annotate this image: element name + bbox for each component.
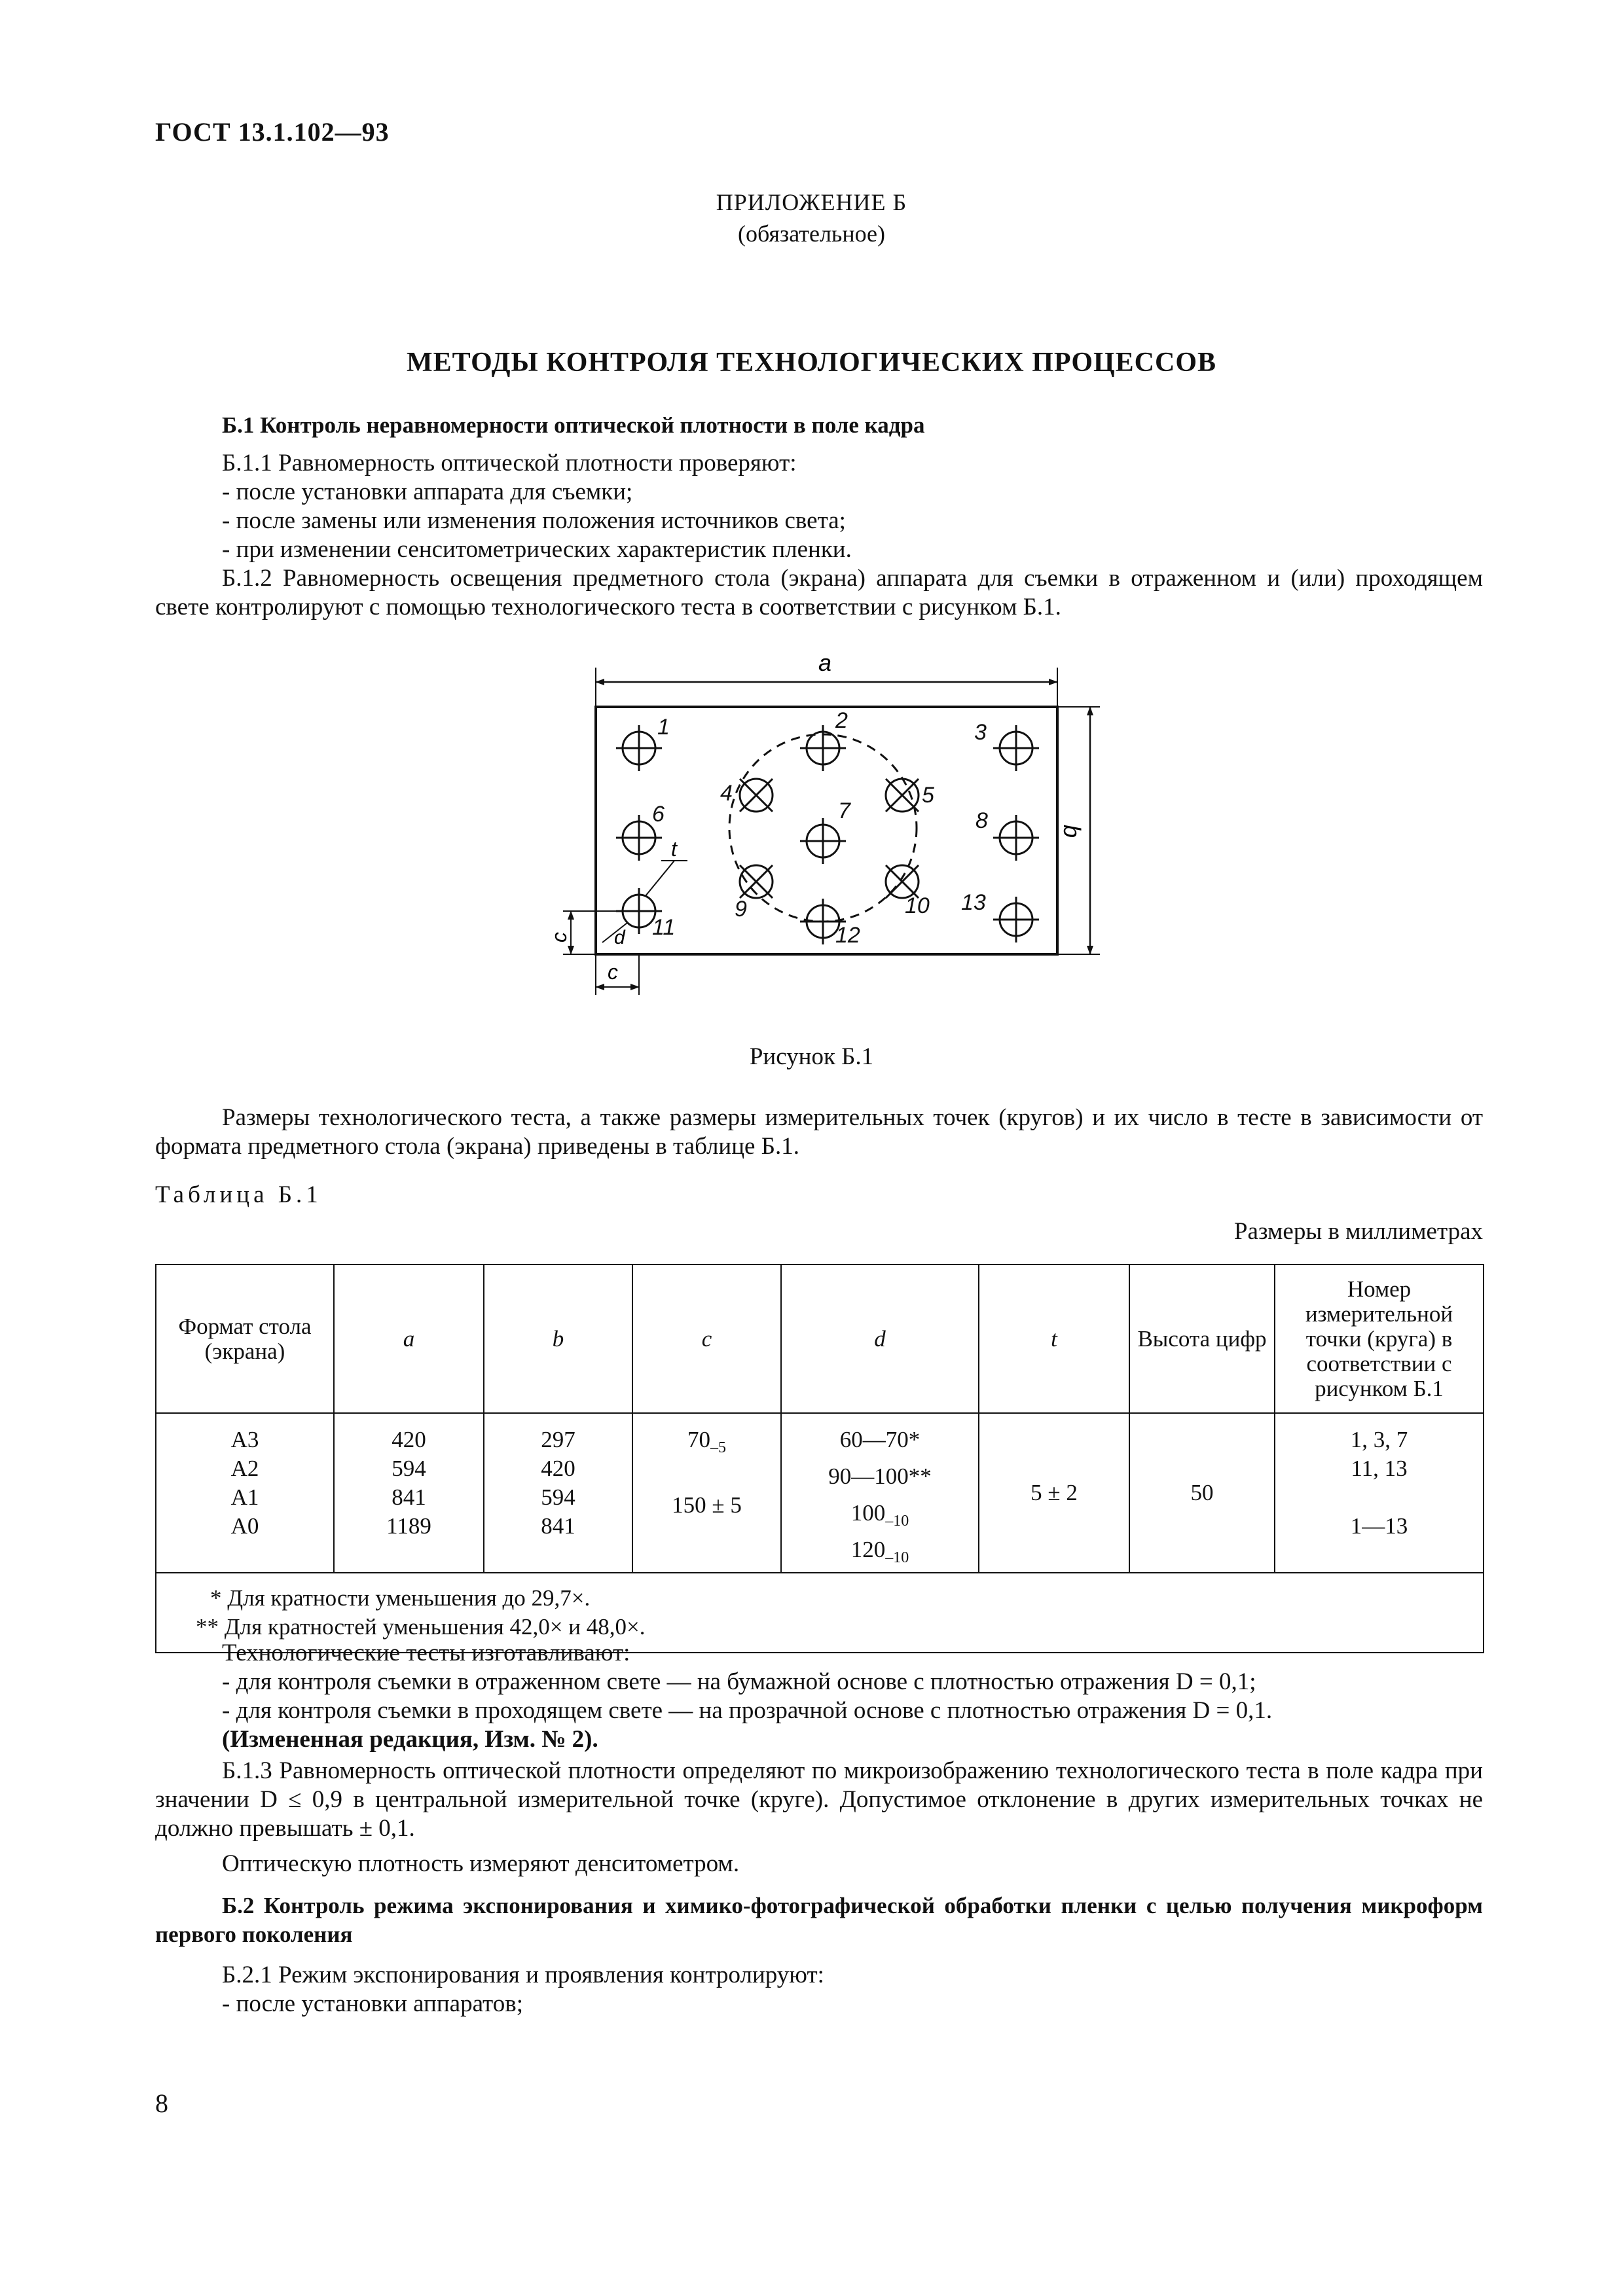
d-value: 120 (850, 1537, 886, 1562)
section-b2-title: Б.2 Контроль режима экспонирования и химико-фотографической обработки пленки с целью получения микроформ первого поколения (155, 1893, 1483, 1947)
paragraph-table-intro: Размеры технологического теста, а также размеры измерительных точек (кругов) и их число в тесте в зависимости от формата предметного стола (экрана) приведены в таблице Б.1. (155, 1104, 1483, 1160)
point-label-7: 7 (838, 798, 850, 823)
table-cell: 594 (541, 1484, 575, 1510)
dimension-a-label: a (818, 649, 832, 676)
dimension-b-label: b (1059, 825, 1085, 838)
table-cell-point-numbers (1275, 1413, 1484, 1573)
table-cell (637, 1520, 776, 1549)
table-cell: 420 (541, 1456, 575, 1481)
table-label: Таблица Б.1 (155, 1181, 322, 1208)
table-cell: А2 (230, 1456, 259, 1481)
d-value: 90—100** (828, 1463, 932, 1489)
table-cell: А1 (230, 1484, 259, 1510)
list-item: - при изменении сенситометрических характеристик пленки. (222, 536, 852, 563)
point-label-2: 2 (835, 708, 848, 733)
paragraph-densitometer: Оптическую плотность измеряют денситометром. (222, 1850, 740, 1877)
d-value: 60—70* (839, 1427, 921, 1452)
paragraph-b1-2: Б.1.2 Равномерность освещения предметного стола (экрана) аппарата для съемки в отраженном и (или) проходящем свете контролируют с помощью технологического теста в соответствии с рисунком Б.1. (155, 565, 1483, 620)
d-value: 100 (850, 1500, 886, 1526)
point-label-10: 10 (905, 893, 930, 918)
paragraph-b1-1: Б.1.1 Равномерность оптической плотности проверяют: (222, 450, 797, 476)
point-label-9: 9 (735, 897, 747, 922)
appendix-title: ПРИЛОЖЕНИЕ Б (716, 189, 907, 215)
table-header-b: b (484, 1265, 632, 1413)
point-label-1: 1 (657, 715, 670, 740)
dimension-c-label-vertical: c (547, 932, 571, 942)
paragraph-b1-3: Б.1.3 Равномерность оптической плотности определяют по микроизображению технологического теста в поле кадра при значении D ≤ 0,9 в центральной измерительной точке (круге). Допустимое отклонение в других измерительных точках не должно превышать ± 0,1. (155, 1757, 1483, 1842)
point-label-8: 8 (976, 808, 988, 833)
table-note: * Для кратности уменьшения до 29,7×. (210, 1585, 591, 1611)
point-label-3: 3 (974, 720, 987, 745)
point-label-4: 4 (720, 781, 733, 806)
table-header-digit-height: Высота цифр (1129, 1265, 1275, 1413)
point-label-11: 11 (652, 915, 676, 940)
list-item: - после установки аппаратов; (222, 1990, 523, 2017)
table-cell-d (781, 1413, 979, 1573)
table-cell-formats (156, 1413, 334, 1573)
table-cell: 150 ± 5 (672, 1492, 742, 1518)
dimension-d-label: d (614, 927, 625, 948)
tests-intro: Технологические тесты изготавливают: (222, 1640, 630, 1666)
table-row (156, 1413, 1484, 1573)
table-cell: 11, 13 (1351, 1456, 1408, 1481)
figure-caption: Рисунок Б.1 (749, 1043, 874, 1070)
table-cell-b (484, 1413, 632, 1573)
table-header-point-number: Номер измерительной точки (круга) в соответствии с рисунком Б.1 (1275, 1265, 1484, 1413)
point-label-5: 5 (922, 783, 934, 808)
table-cell-c (632, 1413, 781, 1573)
c-value-1-tolerance: –5 (710, 1439, 726, 1456)
c-value-1: 70 (687, 1427, 710, 1452)
table-cell: 1, 3, 7 (1350, 1427, 1408, 1452)
table-cell-digit-height: 50 (1129, 1413, 1275, 1573)
table-cell: 841 (392, 1484, 426, 1510)
document-header: ГОСТ 13.1.102—93 (155, 117, 390, 147)
page-number: 8 (155, 2089, 168, 2118)
table-cell (786, 1462, 974, 1499)
table-header-a: a (334, 1265, 484, 1413)
list-item: - для контроля съемки в проходящем свете — на прозрачной основе с плотностью отражения D = 0,1. (222, 1697, 1273, 1724)
table-cell: 1—13 (1350, 1513, 1408, 1539)
point-label-12: 12 (835, 923, 860, 948)
table-header-format: Формат стола (экрана) (156, 1265, 334, 1413)
table-cell (786, 1426, 974, 1462)
table-units: Размеры в миллиметрах (1233, 1218, 1483, 1245)
dimensions-table (155, 1264, 1484, 1653)
list-item: - после установки аппарата для съемки; (222, 478, 633, 505)
table-header-d: d (781, 1265, 979, 1413)
table-cell (637, 1426, 776, 1462)
table-cell: 841 (541, 1513, 575, 1539)
table-header-row (156, 1265, 1484, 1413)
table-header-t: t (979, 1265, 1129, 1413)
main-title: МЕТОДЫ КОНТРОЛЯ ТЕХНОЛОГИЧЕСКИХ ПРОЦЕССОВ (406, 348, 1217, 378)
list-item: - для контроля съемки в отраженном свете — на бумажной основе с плотностью отражения D = 0,1; (222, 1668, 1256, 1695)
paragraph-b2-1: Б.2.1 Режим экспонирования и проявления контролируют: (222, 1962, 824, 1988)
table-cell: 594 (392, 1456, 426, 1481)
table-cell-a (334, 1413, 484, 1573)
table-cell: 420 (392, 1427, 426, 1452)
table-cell: 1189 (386, 1513, 431, 1539)
table-header-c: c (632, 1265, 781, 1413)
table-cell-t: 5 ± 2 (979, 1413, 1129, 1573)
table-cell: 297 (541, 1427, 575, 1452)
list-item: - после замены или изменения положения источников света; (222, 507, 846, 534)
section-b1-title: Б.1 Контроль неравномерности оптической плотности в поле кадра (222, 412, 925, 438)
table-cell (786, 1499, 974, 1535)
table-note: ** Для кратностей уменьшения 42,0× и 48,0×. (196, 1614, 646, 1640)
d-tolerance: –10 (885, 1513, 909, 1530)
edition-note: (Измененная редакция, Изм. № 2). (222, 1726, 598, 1753)
table-cell: А0 (230, 1513, 259, 1539)
figure-b1 (524, 641, 1113, 1021)
table-cell (637, 1462, 776, 1491)
point-label-13: 13 (961, 890, 986, 915)
table-cell (786, 1535, 974, 1572)
appendix-subtitle: (обязательное) (738, 221, 885, 247)
point-label-6: 6 (652, 802, 665, 827)
dimension-c-label: c (608, 960, 618, 984)
dimension-t-label: t (671, 837, 677, 861)
table-cell (1279, 1483, 1479, 1512)
d-tolerance: –10 (885, 1549, 909, 1566)
table-cell: А3 (230, 1427, 259, 1452)
